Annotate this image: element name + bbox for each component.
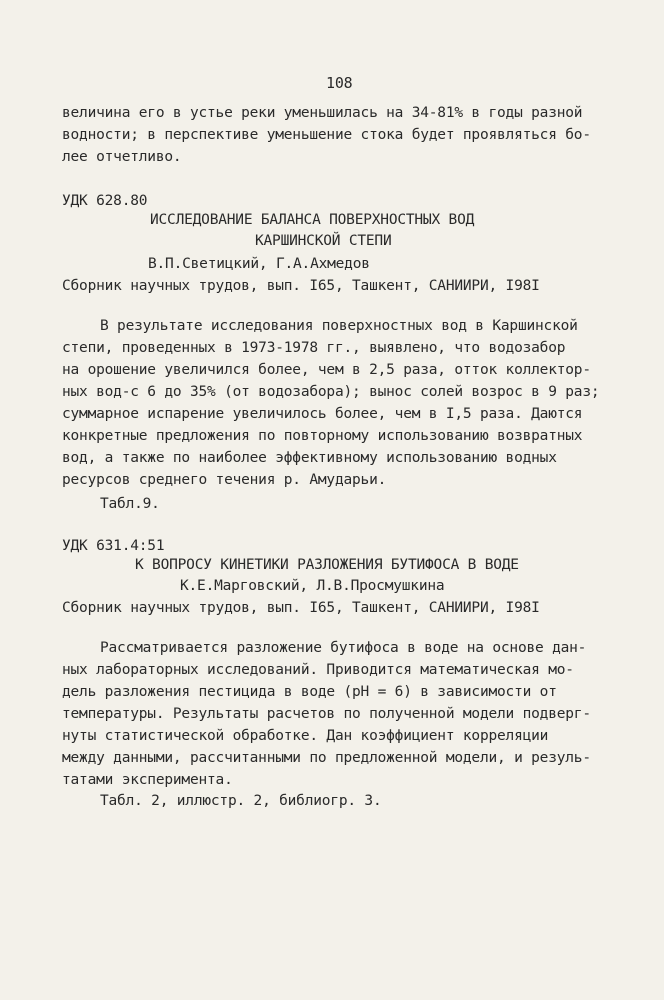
article1-refs: Табл.9.	[100, 496, 160, 512]
article2-authors: К.Е.Марговский, Л.В.Просмушкина	[180, 578, 445, 594]
article2-udk: УДК 631.4:51	[62, 538, 165, 554]
article1-abstract-line: В результате исследования поверхностных вод в Каршинской	[100, 318, 578, 334]
intro-line: величина его в устье реки уменьшилась на 34-81% в годы разной	[62, 105, 583, 121]
article1-abstract-line: ресурсов среднего течения р. Амударьи.	[62, 472, 387, 488]
article2-abstract-line: ных лабораторных исследований. Приводится математическая мо-	[62, 662, 574, 678]
article1-title-line: КАРШИНСКОЙ СТЕПИ	[255, 233, 392, 249]
page-number: 108	[326, 74, 353, 92]
article1-title-line: ИССЛЕДОВАНИЕ БАЛАНСА ПОВЕРХНОСТНЫХ ВОД	[150, 212, 475, 228]
article2-abstract-line: нуты статистической обработке. Дан коэффициент корреляции	[62, 728, 549, 744]
article1-abstract-line: ных вод-с 6 до 35% (от водозабора); вынос солей возрос в 9 раз;	[62, 384, 600, 400]
article2-refs: Табл. 2, иллюстр. 2, библиогр. 3.	[100, 793, 382, 809]
article1-abstract-line: суммарное испарение увеличилось более, чем в I,5 раза. Даются	[62, 406, 583, 422]
article1-abstract-line: конкретные предложения по повторному использованию возвратных	[62, 428, 583, 444]
article2-abstract-line: татами эксперимента.	[62, 772, 233, 788]
article2-abstract-line: Рассматривается разложение бутифоса в воде на основе дан-	[100, 640, 587, 656]
article1-abstract-line: степи, проведенных в 1973-1978 гг., выявлено, что водозабор	[62, 340, 566, 356]
article1-udk: УДК 628.80	[62, 193, 148, 209]
intro-line: лее отчетливо.	[62, 149, 182, 165]
article2-title: К ВОПРОСУ КИНЕТИКИ РАЗЛОЖЕНИЯ БУТИФОСА В ВОДЕ	[135, 557, 519, 573]
article2-abstract-line: дель разложения пестицида в воде (pH = 6) в зависимости от	[62, 684, 557, 700]
article1-abstract-line: на орошение увеличился более, чем в 2,5 раза, отток коллектор-	[62, 362, 591, 378]
article1-source: Сборник научных трудов, вып. I65, Ташкент, САНИИРИ, I98I	[62, 278, 540, 294]
intro-line: водности; в перспективе уменьшение стока будет проявляться бо-	[62, 127, 591, 143]
article1-authors: В.П.Светицкий, Г.А.Ахмедов	[148, 256, 370, 272]
article2-abstract-line: температуры. Результаты расчетов по полученной модели подверг-	[62, 706, 591, 722]
article1-abstract-line: вод, а также по наиболее эффективному использованию водных	[62, 450, 557, 466]
article2-abstract-line: между данными, рассчитанными по предложенной модели, и резуль-	[62, 750, 591, 766]
article2-source: Сборник научных трудов, вып. I65, Ташкент, САНИИРИ, I98I	[62, 600, 540, 616]
